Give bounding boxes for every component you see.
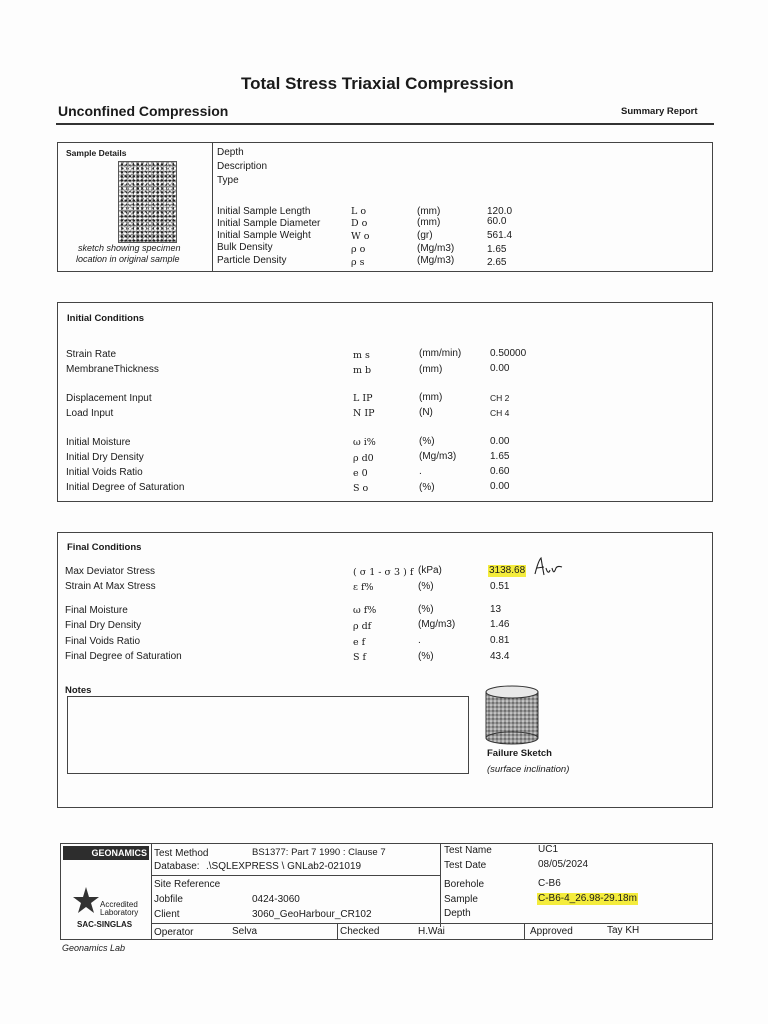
- footer-vline-mid: [440, 843, 441, 927]
- sample-label: Sample: [444, 894, 478, 905]
- borehole-value: C-B6: [538, 878, 561, 889]
- row-symbol: ρ o: [351, 244, 366, 255]
- row-unit: (mm): [417, 217, 441, 228]
- client-label: Client: [154, 909, 180, 920]
- row-symbol: e 0: [353, 468, 368, 479]
- row-unit: .: [418, 635, 421, 646]
- row-value: 0.60: [490, 466, 510, 477]
- row-value: 561.4: [487, 230, 513, 241]
- notes-label: Notes: [65, 685, 92, 696]
- row-unit: (%): [419, 436, 435, 447]
- row-symbol: N IP: [353, 408, 375, 419]
- row-symbol: ε f%: [353, 582, 374, 593]
- accredited-line1: Accredited: [100, 900, 138, 909]
- row-label: Final Moisture: [65, 605, 128, 616]
- notes-box: [67, 696, 469, 774]
- row-symbol: ρ d0: [353, 453, 374, 464]
- row-label: Load Input: [66, 408, 114, 419]
- client-value: 3060_GeoHarbour_CR102: [252, 909, 372, 920]
- row-label: Final Dry Density: [65, 620, 142, 631]
- row-symbol: ( σ 1 - σ 3 ) f: [353, 567, 414, 578]
- row-symbol: ω f%: [353, 605, 377, 616]
- row-unit: (kPa): [418, 565, 442, 576]
- row-value: 0.00: [490, 363, 510, 374]
- row-unit: (gr): [417, 230, 433, 241]
- row-value: 2.65: [487, 257, 507, 268]
- database-label: Database:: [154, 861, 200, 872]
- row-value: 1.46: [490, 619, 510, 630]
- row-symbol: L o: [351, 206, 367, 217]
- approved-value: Tay KH: [607, 925, 640, 936]
- description-label: Description: [217, 161, 268, 172]
- footer-vline-logo: [151, 843, 152, 940]
- row-value: CH 2: [490, 393, 510, 403]
- checked-value: H.Wai: [418, 926, 445, 937]
- row-label: Bulk Density: [217, 242, 273, 253]
- row-label: MembraneThickness: [66, 364, 159, 375]
- row-label: Displacement Input: [66, 393, 152, 404]
- row-label: Particle Density: [217, 255, 287, 266]
- row-unit: (mm): [417, 206, 441, 217]
- row-unit: (mm): [419, 364, 443, 375]
- row-value: 0.81: [490, 635, 510, 646]
- row-symbol: m s: [353, 350, 370, 361]
- accredited-line2: Laboratory: [100, 908, 139, 917]
- failure-sketch-label: Failure Sketch: [487, 748, 552, 759]
- lab-name: Geonamics Lab: [62, 943, 126, 953]
- row-value: 0.50000: [490, 348, 527, 359]
- row-label: Max Deviator Stress: [65, 566, 156, 577]
- initial-conditions-box: [57, 302, 713, 502]
- footer-depth-label: Depth: [444, 908, 471, 919]
- initial-conditions-heading: Initial Conditions: [67, 313, 145, 324]
- geonamics-logo: [63, 846, 149, 860]
- final-conditions-heading: Final Conditions: [67, 542, 142, 553]
- row-value: 1.65: [490, 451, 510, 462]
- specimen-sketch: [118, 161, 177, 243]
- footer-hline-1: [151, 875, 441, 876]
- row-label: Final Degree of Saturation: [65, 651, 182, 662]
- row-value: CH 4: [490, 408, 510, 418]
- logo-text: GEONAMICS: [91, 848, 147, 858]
- row-value: 13: [490, 604, 502, 615]
- sample-details-divider: [212, 142, 213, 272]
- row-unit: (Mg/m3): [417, 255, 455, 266]
- depth-label: Depth: [217, 147, 244, 158]
- row-unit: (%): [418, 604, 434, 615]
- row-unit: .: [419, 466, 422, 477]
- row-unit: (%): [418, 581, 434, 592]
- test-name-value: UC1: [538, 844, 559, 855]
- row-unit: (Mg/m3): [417, 243, 455, 254]
- row-label: Initial Dry Density: [66, 452, 144, 463]
- row-unit: (mm): [419, 392, 443, 403]
- test-method-label: Test Method: [154, 848, 209, 859]
- report-type: Summary Report: [621, 106, 698, 117]
- accreditation-star-icon: [72, 885, 100, 919]
- row-label: Strain At Max Stress: [65, 581, 156, 592]
- row-unit: (%): [418, 651, 434, 662]
- row-label: Initial Moisture: [66, 437, 131, 448]
- test-date-value: 08/05/2024: [538, 859, 589, 870]
- header-divider: [56, 123, 714, 125]
- test-method-value: BS1377: Part 7 1990 : Clause 7: [252, 847, 386, 858]
- max-deviator-stress-value: 3138.68: [489, 565, 526, 576]
- sac-singlas: SAC-SINGLAS: [77, 920, 133, 929]
- row-value: 0.00: [490, 481, 510, 492]
- site-reference-label: Site Reference: [154, 879, 221, 890]
- row-symbol: ρ df: [353, 621, 372, 632]
- footer-vline-checked: [337, 923, 338, 940]
- row-value: 1.65: [487, 244, 507, 255]
- row-unit: (Mg/m3): [419, 451, 457, 462]
- checked-label: Checked: [340, 926, 380, 937]
- report-subtitle: Unconfined Compression: [58, 103, 229, 119]
- row-unit: (Mg/m3): [418, 619, 456, 630]
- footer-vline-approved: [524, 923, 525, 940]
- failure-sketch-caption: (surface inclination): [487, 764, 570, 775]
- row-symbol: m b: [353, 365, 372, 376]
- operator-value: Selva: [232, 926, 258, 937]
- row-label: Initial Degree of Saturation: [66, 482, 185, 493]
- row-symbol: W o: [351, 231, 370, 242]
- jobfile-value: 0424-3060: [252, 894, 300, 905]
- footer-hline-2: [151, 923, 713, 924]
- jobfile-label: Jobfile: [154, 894, 183, 905]
- row-label: Initial Voids Ratio: [66, 467, 143, 478]
- row-label: Final Voids Ratio: [65, 636, 141, 647]
- report-title: Total Stress Triaxial Compression: [241, 74, 514, 93]
- test-date-label: Test Date: [444, 860, 487, 871]
- operator-label: Operator: [154, 927, 194, 938]
- sketch-caption-2: location in original sample: [76, 254, 180, 264]
- type-label: Type: [217, 175, 239, 186]
- sample-details-heading: Sample Details: [66, 148, 127, 158]
- row-value: 120.0: [487, 206, 513, 217]
- row-value: 0.00: [490, 436, 510, 447]
- approved-label: Approved: [530, 926, 573, 937]
- row-symbol: D o: [351, 218, 368, 229]
- handwritten-initials: [532, 556, 564, 578]
- row-value: 43.4: [490, 651, 510, 662]
- row-symbol: ρ s: [351, 257, 365, 268]
- borehole-label: Borehole: [444, 879, 485, 890]
- database-value: .\SQLEXPRESS \ GNLab2-021019: [206, 861, 362, 872]
- row-unit: (N): [419, 407, 433, 418]
- row-label: Initial Sample Diameter: [217, 218, 321, 229]
- sample-value: C-B6-4_26.98-29.18m: [538, 893, 637, 904]
- test-name-label: Test Name: [444, 845, 492, 856]
- row-label: Strain Rate: [66, 349, 117, 360]
- row-unit: (mm/min): [419, 348, 462, 359]
- row-label: Initial Sample Weight: [217, 230, 311, 241]
- row-symbol: e f: [353, 637, 366, 648]
- row-value: 60.0: [487, 216, 507, 227]
- row-symbol: ω i%: [353, 437, 376, 448]
- sketch-caption-1: sketch showing specimen: [78, 243, 181, 253]
- row-value: 0.51: [490, 581, 510, 592]
- row-symbol: S f: [353, 652, 367, 663]
- row-label: Initial Sample Length: [217, 206, 311, 217]
- failure-sketch-cylinder: [482, 684, 544, 746]
- row-unit: (%): [419, 482, 435, 493]
- row-symbol: L IP: [353, 393, 373, 404]
- row-symbol: S o: [353, 483, 369, 494]
